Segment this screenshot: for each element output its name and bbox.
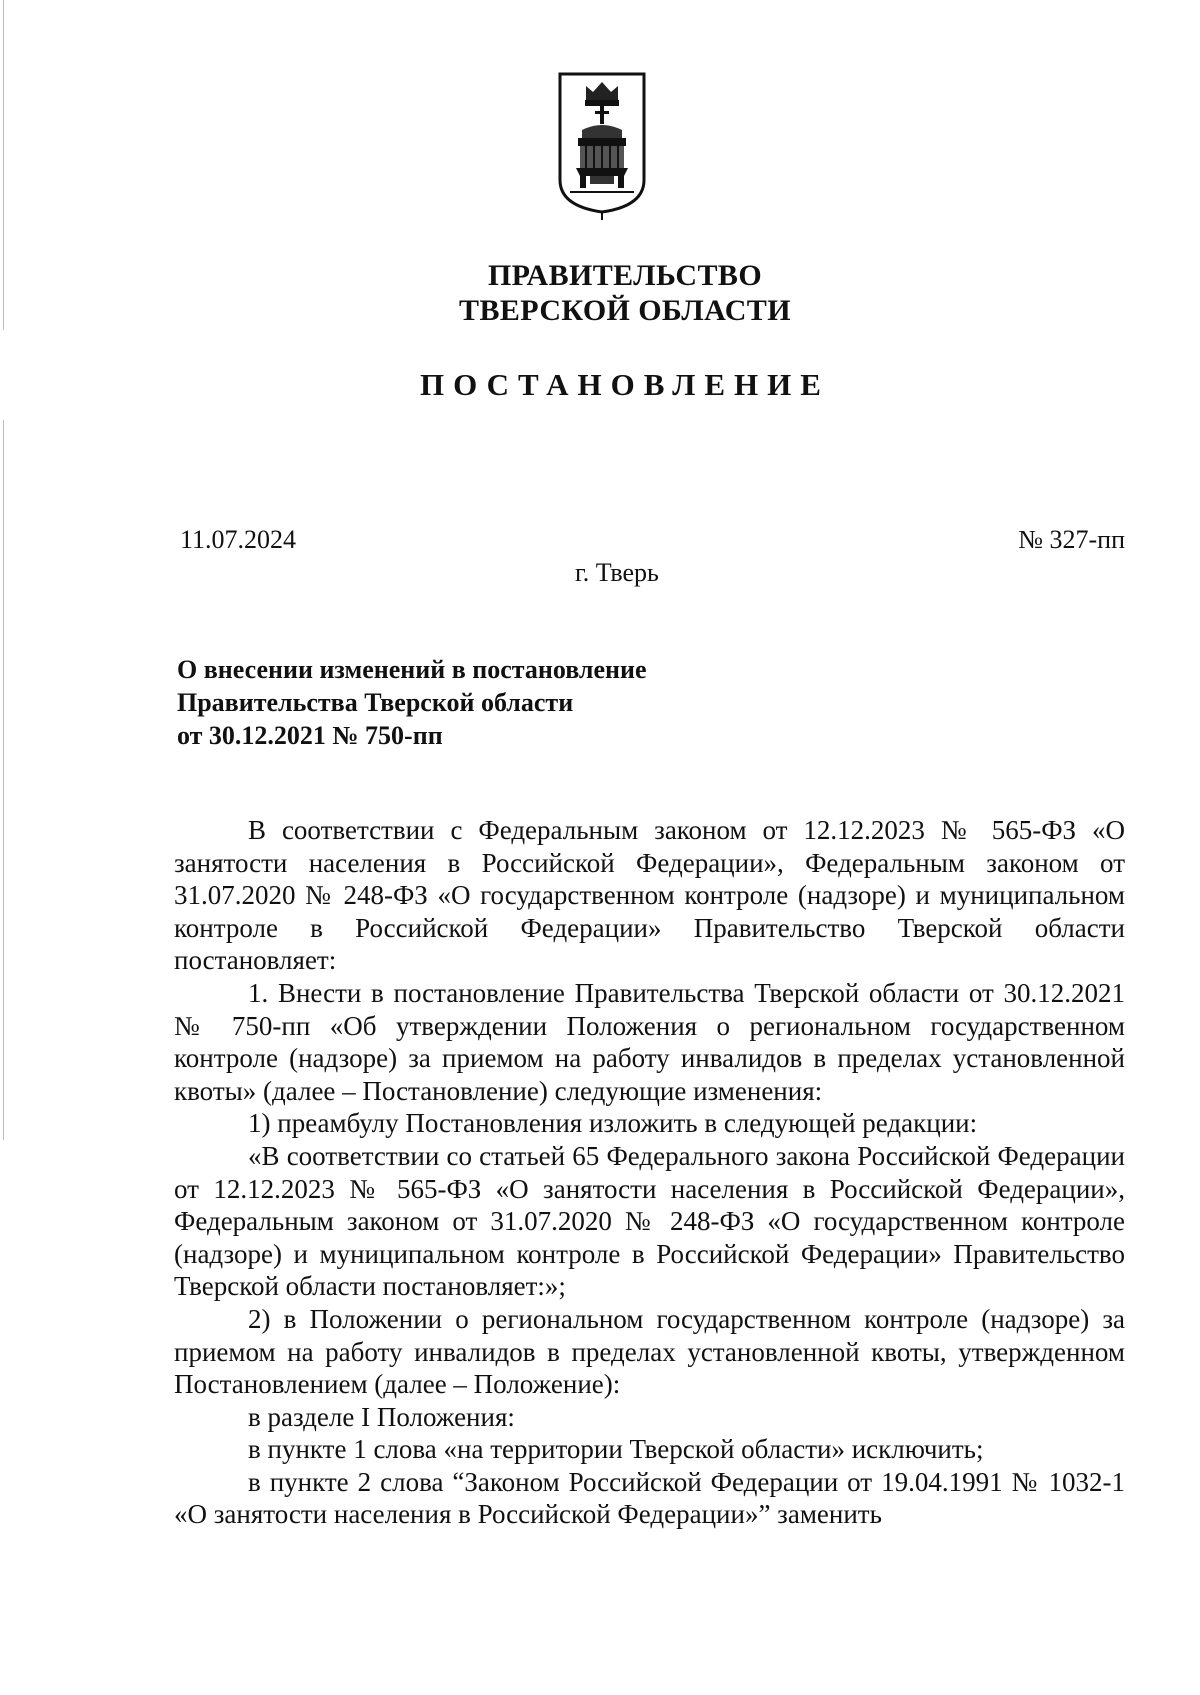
document-city: г. Тверь (575, 558, 659, 587)
document-type: ПОСТАНОВЛЕНИЕ (420, 367, 830, 402)
title-line: от 30.12.2021 № 750-пп (177, 721, 443, 750)
title-line: О внесении изменений в постановление (177, 655, 647, 684)
government-name (0, 258, 1200, 328)
body-paragraph: в разделе I Положения: (248, 1401, 515, 1432)
body-paragraph: В соответствии с Федеральным законом от 12.12.2023 № 565-ФЗ «О занятости населения в Российской Федерации», Федеральным законом от 31.07.2020 № 248-ФЗ «О государственном контроле (надзоре) и муниципальном контроле в Российской Федерации» Правительство Тверской области постановляет: (174, 815, 1125, 976)
document-number: № 327-пп (1018, 525, 1125, 554)
body-paragraph: в пункте 2 слова “Законом Российской Федерации от 19.04.1991 № 1032-1 «О занятости населения в Российской Федерации»” заменить (174, 1466, 1125, 1530)
body-paragraph: «В соответствии со статьей 65 Федерального закона Российской Федерации от 12.12.2023 № 565-ФЗ «О занятости населения в Российской Федерации», Федеральным законом от 31.07.2020 № 248-ФЗ «О государственном контроле (надзоре) и муниципальном контроле в Российской Федерации» Правительство Тверской области постановляет:»; (174, 1140, 1125, 1302)
government-name-line: ПРАВИТЕЛЬСТВО (487, 259, 763, 292)
body-paragraph: 1. Внести в постановление Правительства Тверской области от 30.12.2021 № 750-пп «Об утверждении Положения о региональном государственном контроле (надзоре) за приемом на работу инвалидов в пределах установленной квоты» (далее – Постановление) следующие изменения: (174, 977, 1125, 1106)
body-paragraph: 2) в Положении о региональном государственном контроле (надзоре) за приемом на работу инвалидов в пределах установленной квоты, утвержденном Постановлением (далее – Положение): (174, 1303, 1125, 1400)
body-paragraph: 1) преамбулу Постановления изложить в следующей редакции: (248, 1108, 978, 1139)
scan-edge-line (3, 420, 4, 1140)
tver-coat-of-arms-icon (556, 70, 648, 222)
title-line: Правительства Тверской области (177, 688, 574, 717)
body-paragraph: в пункте 1 слова «на территории Тверской области» исключить; (248, 1434, 984, 1465)
document-title (177, 653, 797, 752)
document-body (174, 814, 1125, 1531)
government-name-line: ТВЕРСКОЙ ОБЛАСТИ (459, 294, 791, 327)
document-date: 11.07.2024 (180, 525, 297, 554)
